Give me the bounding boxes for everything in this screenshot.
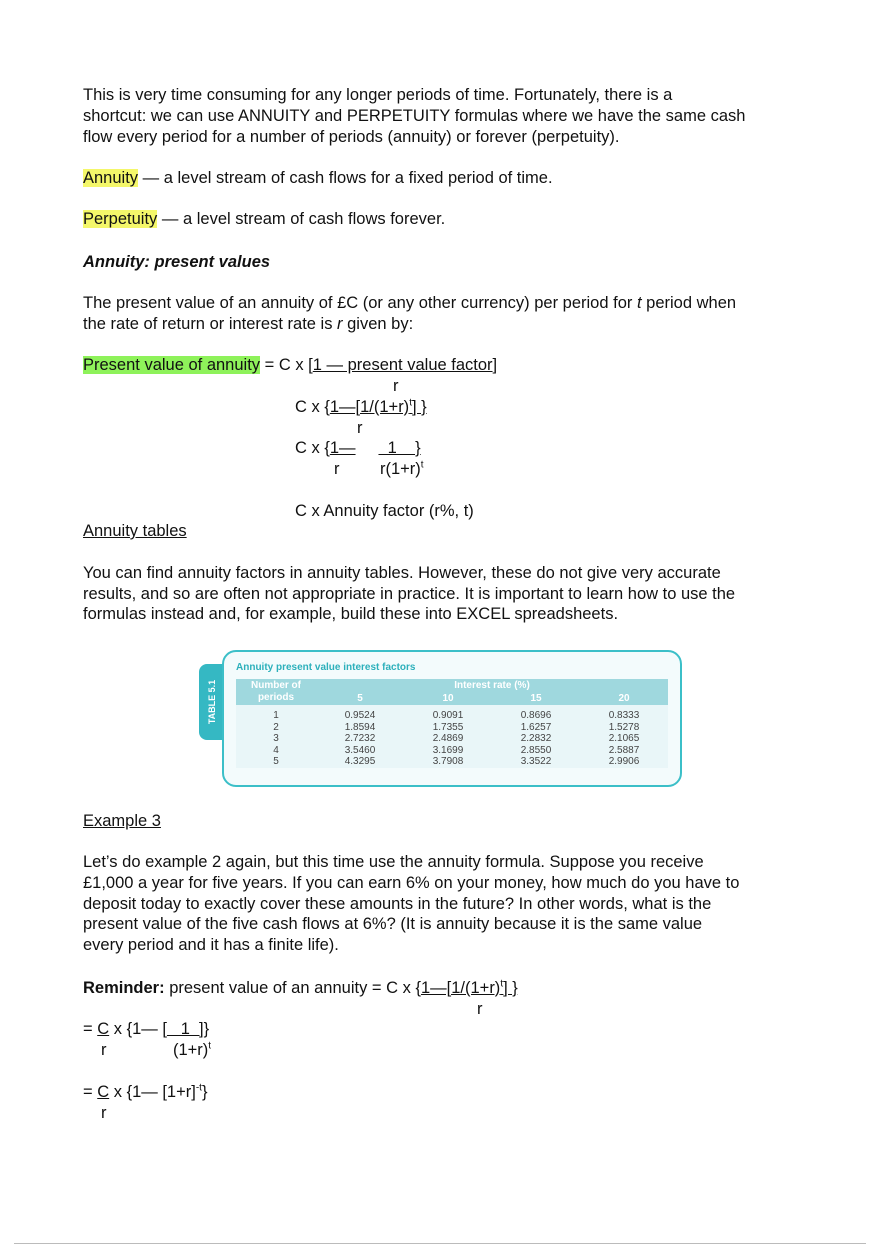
reminder-line (83, 978, 518, 998)
paragraph-line: present value of the five cash flows at 6%? (It is annuity because it is the same value (83, 915, 703, 933)
table-cell: 3.1699 (432, 744, 464, 756)
table-cell: 1.7355 (432, 721, 464, 733)
table-row (236, 745, 668, 757)
denominator: r (101, 1104, 107, 1122)
definition-text: — a level stream of cash flows for a fixed period of time. (138, 169, 553, 187)
annuity-definition (83, 168, 553, 188)
paragraph-line: £1,000 a year for five years. If you can earn 6% on your money, how much do you have to (83, 874, 740, 892)
denominator: r (334, 460, 340, 478)
column-header: 5 (316, 692, 404, 705)
table-number: TABLE 5.1 (207, 679, 217, 725)
table-cell: 0.8333 (608, 710, 640, 721)
column-header: Number of periods (236, 679, 316, 705)
table-cell: 0.9091 (432, 710, 464, 721)
table-cell: 2.1065 (608, 733, 640, 744)
table-cell: 3.5460 (344, 744, 376, 756)
table-cell: 2.7232 (344, 733, 376, 744)
table-cell: 2 (273, 721, 279, 733)
column-header: 10 (404, 692, 492, 705)
text: ] (492, 356, 498, 374)
text: C x { (295, 439, 330, 457)
table-row (236, 733, 668, 745)
pv-paragraph (83, 293, 736, 313)
table-cell: 3.7908 (432, 756, 464, 767)
text: = C x [ (260, 356, 313, 374)
reminder-step-3: = C x {1— $[1+r]^{-t}$} (83, 1082, 208, 1101)
paragraph-line: deposit today to exactly cover these amounts in the future? In other words, what is the (83, 895, 712, 913)
text: period when (641, 294, 737, 312)
text: 1 — present value factor (312, 356, 493, 374)
definition-text: — a level stream of cash flows forever. (157, 210, 446, 228)
text: 1— (329, 439, 356, 457)
denominator: r (357, 419, 363, 437)
table-cell: 1 (273, 710, 279, 721)
table-cell: 0.9524 (344, 710, 376, 721)
example-heading: Example 3 (83, 812, 161, 830)
denominator: $(1+r)^t$ (173, 1040, 212, 1059)
formula-line-2 (295, 397, 427, 417)
denominator: r (477, 1000, 483, 1018)
table-title: Annuity present value interest factors (236, 662, 416, 673)
formula-label: Present value of annuity (83, 356, 261, 374)
table-cell: 4.3295 (344, 756, 376, 767)
table-row (236, 705, 668, 722)
intro-line: This is very time consuming for any longer periods of time. Fortunately, there is a (83, 86, 673, 104)
intro-line: flow every period for a number of periods (annuity) or forever (perpetuity). (83, 128, 620, 146)
denominator: r (101, 1041, 107, 1059)
intro-line: shortcut: we can use ANNUITY and PERPETUITY formulas where we have the same cash (83, 107, 746, 125)
text: C x { (295, 398, 330, 416)
paragraph-line: Let’s do example 2 again, but this time use the annuity formula. Suppose you receive (83, 853, 704, 871)
text: the rate of return or interest rate is (83, 315, 338, 333)
numerator: $1—[1/(1+r)^t]$ } (420, 978, 518, 997)
table-cell: 3 (273, 733, 279, 744)
table-cell: 2.2832 (520, 733, 552, 744)
section-heading: Annuity: present values (83, 253, 271, 271)
denominator: r (393, 377, 399, 395)
table-row (236, 722, 668, 734)
table-cell: 1.8594 (344, 721, 376, 733)
denominator: $r(1+r)^t$ (380, 459, 424, 478)
table-cell: 4 (273, 744, 279, 756)
page-footer-rule (14, 1243, 866, 1244)
table-cell: 2.4869 (432, 733, 464, 744)
table-row (236, 756, 668, 768)
reminder-step-2: = C x {1— [ 1 ]} (83, 1020, 210, 1038)
perpetuity-term: Perpetuity (83, 210, 158, 228)
reminder-label: Reminder: (83, 979, 165, 997)
table-cell: 0.8696 (520, 710, 552, 721)
text: The present value of an annuity of £C (or any other currency) per period for (83, 294, 637, 312)
table-cell: 2.9906 (608, 756, 640, 767)
paragraph-line: formulas instead and, for example, build these into EXCEL spreadsheets. (83, 605, 619, 623)
perpetuity-definition (83, 209, 445, 229)
formula-line-1 (83, 355, 497, 375)
table-cell: 1.6257 (520, 721, 552, 733)
column-header: 15 (492, 692, 580, 705)
annuity-factor-table (222, 650, 682, 787)
table-cell: 2.8550 (520, 744, 552, 756)
paragraph-line: You can find annuity factors in annuity tables. However, these do not give very accurate (83, 564, 721, 582)
table-cell: 5 (273, 756, 279, 767)
text: given by: (342, 315, 414, 333)
formula-line-4: C x Annuity factor (r%, t) (295, 502, 474, 520)
annuity-tables-heading: Annuity tables (83, 522, 187, 540)
pv-paragraph (83, 314, 413, 334)
paragraph-line: results, and so are often not appropriate in practice. It is important to learn how to use the (83, 585, 736, 603)
column-header: 20 (580, 692, 668, 705)
table-cell: 1.5278 (608, 721, 640, 733)
paragraph-line: every period and it has a finite life). (83, 936, 339, 954)
formula-line-3 (295, 438, 421, 458)
numerator: $1—[1/(1+r)^t]$ } (329, 397, 427, 416)
column-group-header: Interest rate (%) (316, 679, 668, 692)
text: t (636, 294, 642, 312)
text: r (337, 315, 343, 333)
table-cell: 2.5887 (608, 744, 640, 756)
table-cell: 3.3522 (520, 756, 552, 767)
text: 1 } (378, 439, 421, 457)
text: present value of an annuity = C x { (164, 979, 421, 997)
annuity-term: Annuity (83, 169, 139, 187)
